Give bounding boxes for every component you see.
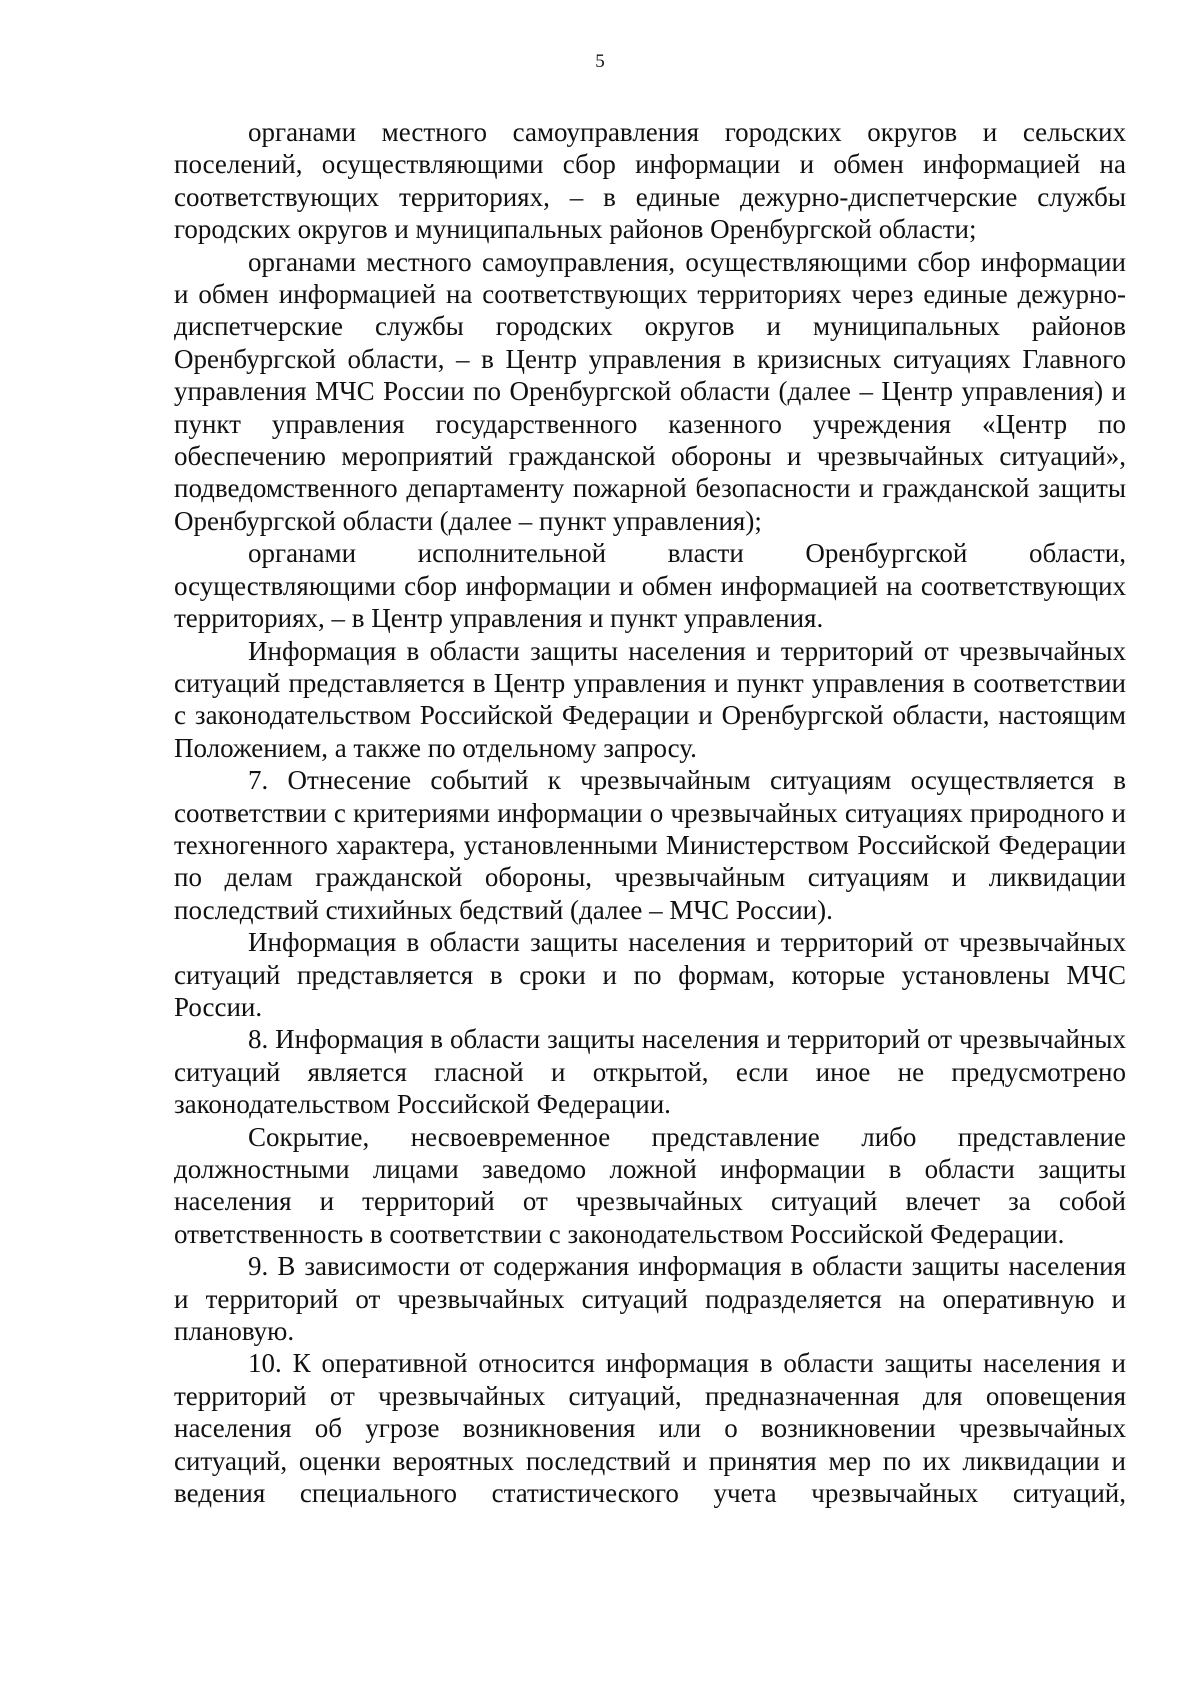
paragraph-information-submission: Информация в области защиты населения и территорий от чрезвычайных ситуаций представляется в Центр управления и пункт управления в соответствии с законодательством Российской Федерации и Оренбургской области, настоящим Положением, а также по отдельному запросу. bbox=[174, 635, 1126, 763]
paragraph-deadlines-forms: Информация в области защиты населения и территорий от чрезвычайных ситуаций представляется в сроки и по формам, которые установлены МЧС России. bbox=[174, 927, 1126, 1022]
paragraph-concealment-liability: Сокрытие, несвоевременное представление либо представление должностными лицами заведомо ложной информации в области защиты населения и территорий от чрезвычайных ситуаций влечет за собой ответственность в соответствии с законодательством Российской Федерации. bbox=[174, 1121, 1126, 1249]
paragraph-item-8: 8. Информация в области защиты населения и территорий от чрезвычайных ситуаций является гласной и открытой, если иное не предусмотрено законодательством Российской Федерации. bbox=[174, 1024, 1126, 1120]
paragraph-executive-authorities: органами исполнительной власти Оренбургской области, осуществляющими сбор информации и обмен информацией на соответствующих территориях, – в Центр управления и пункт управления. bbox=[174, 538, 1126, 634]
paragraph-item-10: 10. К оперативной относится информация в области защиты населения и территорий от чрезвычайных ситуаций, предназначенная для оповещения населения об угрозе возникновения или о возникновении чрезвычайных ситуаций, оценки вероятных последствий и принятия мер по их ликвидации и ведения специального статистического учета чрезвычайных ситуаций, bbox=[174, 1348, 1126, 1509]
paragraph-local-self-government: органами местного самоуправления, осуществляющими сбор информации и обмен информацией на соответствующих территориях через единые дежурно-диспетчерские службы городских округов и муниципальных районов Оренбургской области, – в Центр управления в кризисных ситуациях Главного управления МЧС России по Оренбургской области (далее – Центр управления) и пункт управления государственного казенного учреждения «Центр по обеспечению мероприятий гражданской обороны и чрезвычайных ситуаций», подведомственного департаменту пожарной безопасности и гражданской защиты Оренбургской области (далее – пункт управления); bbox=[174, 246, 1126, 536]
page-number: 5 bbox=[595, 51, 605, 72]
document-body bbox=[174, 116, 1126, 1509]
paragraph-item-9: 9. В зависимости от содержания информация в области защиты населения и территорий от чрезвычайных ситуаций подразделяется на оперативную и плановую. bbox=[174, 1251, 1126, 1347]
paragraph-municipal-bodies: органами местного самоуправления городских округов и сельских поселений, осуществляющими сбор информации и обмен информацией на соответствующих территориях, – в единые дежурно-диспетчерские службы городских округов и муниципальных районов Оренбургской области; bbox=[174, 117, 1126, 245]
paragraph-item-7: 7. Отнесение событий к чрезвычайным ситуациям осуществляется в соответствии с критериями информации о чрезвычайных ситуациях природного и техногенного характера, установленными Министерством Российской Федерации по делам гражданской обороны, чрезвычайным ситуациям и ликвидации последствий стихийных бедствий (далее – МЧС России). bbox=[174, 765, 1126, 925]
